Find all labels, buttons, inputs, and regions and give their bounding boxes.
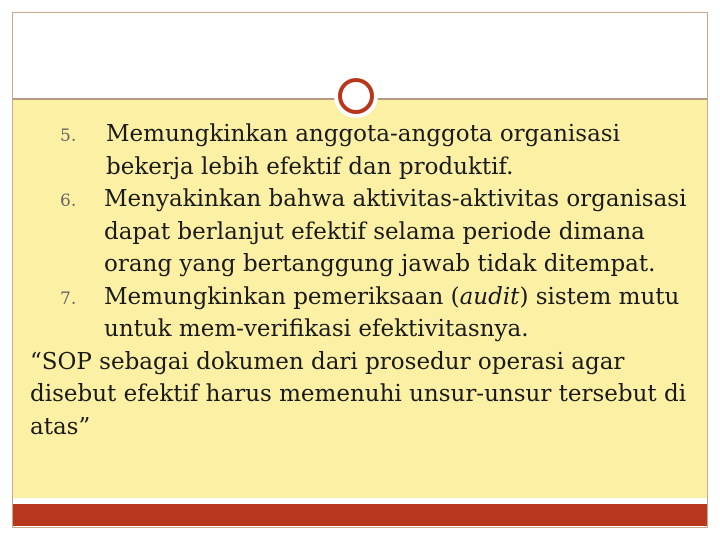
list-item — [30, 183, 690, 281]
list-number: 5. — [60, 126, 77, 146]
slide-body — [30, 118, 690, 443]
list-item — [30, 281, 690, 346]
list-number: 6. — [60, 191, 77, 211]
list-item-text-italic: audit — [459, 283, 520, 310]
list-item — [30, 118, 690, 183]
circle-ornament-icon — [338, 78, 374, 114]
list-number: 7. — [60, 288, 77, 309]
bottom-accent-bar — [13, 504, 707, 526]
closing-quote: “SOP sebagai dokumen dari prosedur operasi agar disebut efektif harus memenuhi unsur-unsur tersebut di atas” — [30, 348, 687, 440]
list-item-text-before: Memungkinkan pemeriksaan ( — [104, 283, 460, 310]
list-item-text: Memungkinkan anggota-anggota organisasi bekerja lebih efektif dan produktif. — [106, 121, 620, 180]
list-item-text-after: ) sistem mutu untuk mem-verifikasi efektivitasnya. — [104, 283, 680, 342]
list-item-text: Menyakinkan bahwa aktivitas-aktivitas organisasi dapat berlanjut efektif selama periode dimana orang yang bertanggung jawab tidak ditempat. — [104, 186, 687, 277]
